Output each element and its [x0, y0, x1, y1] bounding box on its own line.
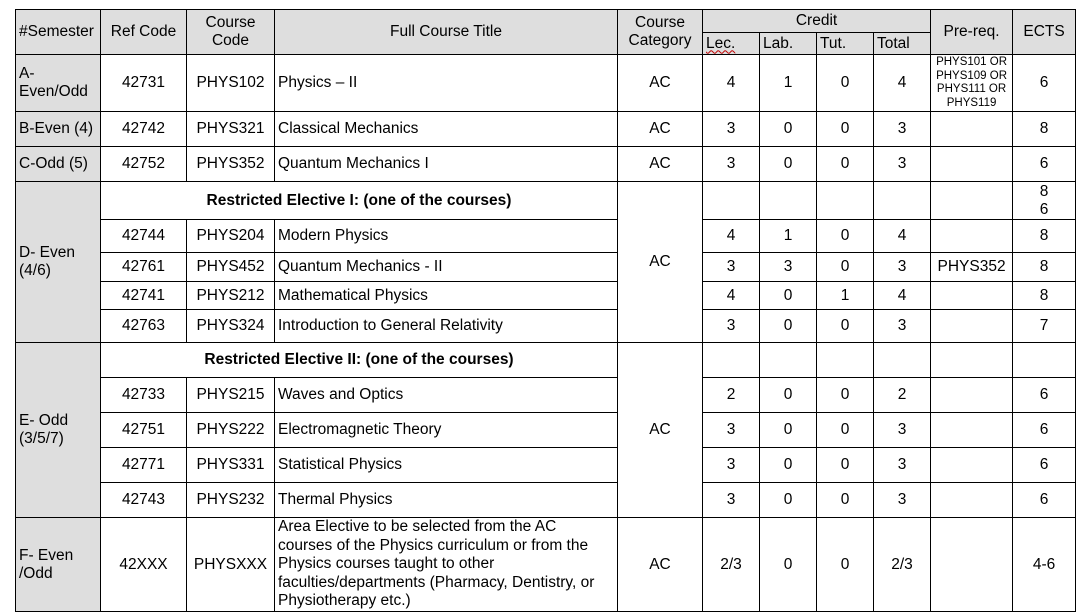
semester-cell: E- Odd (3/5/7) — [16, 343, 101, 518]
total-cell: 3 — [874, 413, 931, 448]
ref-code-cell: 42744 — [101, 220, 187, 253]
lec-cell: 3 — [703, 253, 760, 282]
course-code-cell: PHYS102 — [187, 55, 275, 112]
category-cell: AC — [618, 55, 703, 112]
prereq-cell: PHYS352 — [931, 253, 1013, 282]
tut-cell: 0 — [817, 220, 874, 253]
course-title-cell: Quantum Mechanics - II — [275, 253, 618, 282]
ects-cell: 8 — [1013, 253, 1076, 282]
prereq-cell — [931, 448, 1013, 483]
ref-code-cell: 42751 — [101, 413, 187, 448]
ref-code-cell: 42752 — [101, 147, 187, 182]
semester-cell: D- Even (4/6) — [16, 182, 101, 343]
header-ref-code: Ref Code — [101, 10, 187, 55]
lab-cell: 0 — [760, 112, 817, 147]
header-semester: #Semester — [16, 10, 101, 55]
course-code-cell: PHYS352 — [187, 147, 275, 182]
lab-cell: 0 — [760, 448, 817, 483]
category-cell: AC — [618, 518, 703, 612]
header-full-title: Full Course Title — [275, 10, 618, 55]
total-cell: 4 — [874, 220, 931, 253]
lab-cell: 1 — [760, 220, 817, 253]
empty-cell — [703, 343, 760, 378]
course-code-cell: PHYS204 — [187, 220, 275, 253]
table-row — [16, 253, 1076, 282]
table-row — [16, 378, 1076, 413]
group-heading-row — [16, 343, 1076, 378]
course-title-cell: Modern Physics — [275, 220, 618, 253]
tut-cell: 0 — [817, 413, 874, 448]
group-heading-row — [16, 182, 1076, 220]
ref-code-cell: 42743 — [101, 483, 187, 518]
lec-cell: 3 — [703, 413, 760, 448]
tut-cell: 0 — [817, 310, 874, 343]
ref-code-cell: 42763 — [101, 310, 187, 343]
empty-cell — [817, 182, 874, 220]
empty-cell — [817, 343, 874, 378]
total-cell: 3 — [874, 310, 931, 343]
tut-cell: 0 — [817, 518, 874, 612]
header-row-top — [16, 10, 1076, 33]
empty-cell — [760, 343, 817, 378]
lab-cell: 0 — [760, 483, 817, 518]
header-prereq: Pre-req. — [931, 10, 1013, 55]
course-title-cell: Electromagnetic Theory — [275, 413, 618, 448]
header-tut: Tut. — [817, 33, 874, 55]
prereq-cell: PHYS101 OR PHYS109 OR PHYS111 OR PHYS119 — [931, 55, 1013, 112]
semester-cell: F- Even /Odd — [16, 518, 101, 612]
course-title-cell: Mathematical Physics — [275, 282, 618, 310]
table-row — [16, 413, 1076, 448]
header-credit: Credit — [703, 10, 931, 33]
semester-cell: A-Even/Odd — [16, 55, 101, 112]
course-code-cell: PHYS452 — [187, 253, 275, 282]
course-code-cell: PHYS324 — [187, 310, 275, 343]
tut-cell: 1 — [817, 282, 874, 310]
empty-cell — [1013, 343, 1076, 378]
prereq-cell — [931, 483, 1013, 518]
ref-code-cell: 42761 — [101, 253, 187, 282]
lab-cell: 0 — [760, 282, 817, 310]
prereq-cell — [931, 112, 1013, 147]
ref-code-cell: 42731 — [101, 55, 187, 112]
category-cell: AC — [618, 112, 703, 147]
table-row — [16, 310, 1076, 343]
group-heading: Restricted Elective I: (one of the courses) — [101, 182, 618, 220]
table-row — [16, 282, 1076, 310]
course-title-cell: Waves and Optics — [275, 378, 618, 413]
lec-cell: 4 — [703, 55, 760, 112]
ref-code-cell: 42742 — [101, 112, 187, 147]
semester-cell: B-Even (4) — [16, 112, 101, 147]
tut-cell: 0 — [817, 112, 874, 147]
table-row — [16, 518, 1076, 612]
category-cell: AC — [618, 182, 703, 343]
lec-cell: 3 — [703, 448, 760, 483]
prereq-cell — [931, 378, 1013, 413]
ects-cell — [1013, 182, 1076, 220]
category-cell: AC — [618, 147, 703, 182]
lab-cell: 3 — [760, 253, 817, 282]
course-code-cell: PHYS232 — [187, 483, 275, 518]
total-cell: 3 — [874, 112, 931, 147]
empty-cell — [931, 343, 1013, 378]
total-cell: 3 — [874, 147, 931, 182]
ects-cell: 6 — [1013, 55, 1076, 112]
course-code-cell: PHYS331 — [187, 448, 275, 483]
course-title-cell: Physics – II — [275, 55, 618, 112]
header-lec: Lec. — [703, 33, 760, 55]
tut-cell: 0 — [817, 147, 874, 182]
ects-value: 6 — [1039, 200, 1049, 218]
lab-cell: 0 — [760, 413, 817, 448]
table-row — [16, 448, 1076, 483]
lec-cell: 3 — [703, 310, 760, 343]
table-row — [16, 112, 1076, 147]
course-code-cell: PHYS222 — [187, 413, 275, 448]
total-cell: 3 — [874, 483, 931, 518]
lec-cell: 2/3 — [703, 518, 760, 612]
course-code-cell: PHYS215 — [187, 378, 275, 413]
prereq-cell — [931, 147, 1013, 182]
tut-cell: 0 — [817, 483, 874, 518]
total-cell: 4 — [874, 282, 931, 310]
lec-cell: 4 — [703, 282, 760, 310]
prereq-cell — [931, 220, 1013, 253]
header-lab: Lab. — [760, 33, 817, 55]
table-row — [16, 55, 1076, 112]
prereq-cell — [931, 282, 1013, 310]
ects-cell: 8 — [1013, 220, 1076, 253]
lec-cell: 3 — [703, 147, 760, 182]
empty-cell — [874, 343, 931, 378]
table-row — [16, 220, 1076, 253]
total-cell: 2 — [874, 378, 931, 413]
lab-cell: 0 — [760, 518, 817, 612]
lab-cell: 0 — [760, 310, 817, 343]
table-row — [16, 483, 1076, 518]
ects-cell: 6 — [1013, 413, 1076, 448]
header-total: Total — [874, 33, 931, 55]
lec-cell: 3 — [703, 483, 760, 518]
empty-cell — [931, 182, 1013, 220]
ects-cell: 6 — [1013, 483, 1076, 518]
lec-cell: 2 — [703, 378, 760, 413]
course-table — [15, 9, 1076, 612]
course-title-cell: Statistical Physics — [275, 448, 618, 483]
ects-cell: 8 — [1013, 282, 1076, 310]
ref-code-cell: 42733 — [101, 378, 187, 413]
prereq-cell — [931, 413, 1013, 448]
course-title-cell: Quantum Mechanics I — [275, 147, 618, 182]
tut-cell: 0 — [817, 55, 874, 112]
ects-cell: 6 — [1013, 448, 1076, 483]
lab-cell: 0 — [760, 378, 817, 413]
ref-code-cell: 42741 — [101, 282, 187, 310]
ects-cell: 4-6 — [1013, 518, 1076, 612]
prereq-cell — [931, 518, 1013, 612]
total-cell: 3 — [874, 253, 931, 282]
ects-cell: 6 — [1013, 147, 1076, 182]
ref-code-cell: 42XXX — [101, 518, 187, 612]
prereq-cell — [931, 310, 1013, 343]
ects-cell: 7 — [1013, 310, 1076, 343]
course-title-cell: Introduction to General Relativity — [275, 310, 618, 343]
course-title-cell: Area Elective to be selected from the AC courses of the Physics curriculum or from the Physics courses taught to other faculties/departments (Pharmacy, Dentistry, or Physiotherapy etc.) — [275, 518, 618, 612]
table-row — [16, 147, 1076, 182]
lab-cell: 0 — [760, 147, 817, 182]
ects-cell: 6 — [1013, 378, 1076, 413]
ects-value: 8 — [1039, 182, 1049, 200]
total-cell: 2/3 — [874, 518, 931, 612]
lec-cell: 4 — [703, 220, 760, 253]
category-cell: AC — [618, 343, 703, 518]
course-code-cell: PHYS321 — [187, 112, 275, 147]
total-cell: 4 — [874, 55, 931, 112]
header-course-code: Course Code — [187, 10, 275, 55]
header-category: Course Category — [618, 10, 703, 55]
course-title-cell: Classical Mechanics — [275, 112, 618, 147]
header-ects: ECTS — [1013, 10, 1076, 55]
ects-cell: 8 — [1013, 112, 1076, 147]
empty-cell — [874, 182, 931, 220]
course-code-cell: PHYSXXX — [187, 518, 275, 612]
tut-cell: 0 — [817, 253, 874, 282]
tut-cell: 0 — [817, 378, 874, 413]
semester-cell: C-Odd (5) — [16, 147, 101, 182]
group-heading: Restricted Elective II: (one of the courses) — [101, 343, 618, 378]
total-cell: 3 — [874, 448, 931, 483]
empty-cell — [703, 182, 760, 220]
course-title-cell: Thermal Physics — [275, 483, 618, 518]
lab-cell: 1 — [760, 55, 817, 112]
lec-cell: 3 — [703, 112, 760, 147]
empty-cell — [760, 182, 817, 220]
tut-cell: 0 — [817, 448, 874, 483]
ref-code-cell: 42771 — [101, 448, 187, 483]
course-code-cell: PHYS212 — [187, 282, 275, 310]
